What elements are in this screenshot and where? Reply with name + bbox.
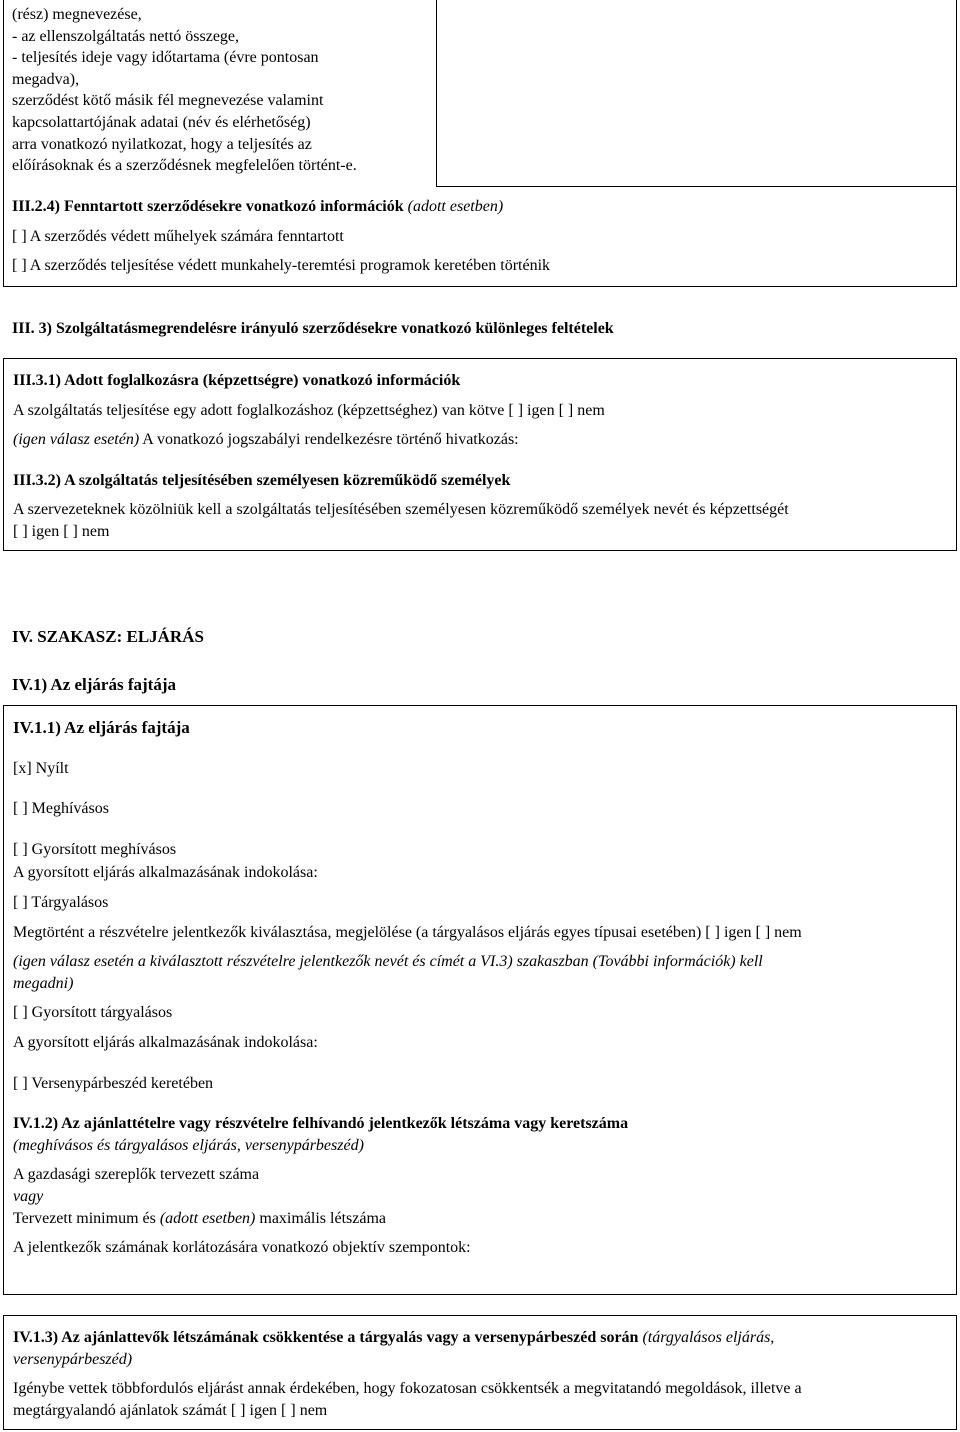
reserved-contracts-section <box>12 196 952 277</box>
option-open: [x] Nyílt <box>13 759 69 777</box>
reserved-option-programs: [ ] A szerződés teljesítése védett munkahely-teremtési programok keretében történik <box>12 257 551 275</box>
section-iii3-title: III. 3) Szolgáltatásmegrendelésre irányuló szerződésekre vonatkozó különleges feltételek <box>12 320 614 337</box>
section-heading: III.2.4) Fenntartott szerződésekre vonatkozó információk (adott esetben) <box>12 198 504 215</box>
option-competitive-dialogue: [ ] Versenypárbeszéd keretében <box>13 1074 214 1092</box>
legal-reference-note: (igen válasz esetén) A vonatkozó jogszabályi rendelkezésre történő hivatkozás: <box>13 431 519 449</box>
detail-line: szerződést kötő másik fél megnevezése valamint <box>12 92 324 110</box>
detail-line: megadva), <box>12 70 80 88</box>
candidates-note-line2: megadni) <box>13 974 74 992</box>
procedure-type-heading: IV.1.1) Az eljárás fajtája <box>13 718 190 737</box>
option-restricted: [ ] Meghívásos <box>13 800 109 818</box>
reduction-box <box>3 1315 957 1430</box>
or-label: vagy <box>13 1187 44 1205</box>
top-box-row-divider <box>436 186 957 187</box>
section-iv1-title: IV.1) Az eljárás fajtája <box>12 675 176 694</box>
accelerated-justification: A gyorsított eljárás alkalmazásának indokolása: <box>13 864 318 882</box>
candidates-selected-question: Megtörtént a részvételre jelentkezők kiválasztása, megjelölése (a tárgyalásos eljárás egyes típusai esetében) [ ] igen [ ] nem <box>13 923 802 941</box>
detail-line: előírásoknak és a szerződésnek megfelelően történt-e. <box>12 157 357 175</box>
contract-details-list <box>12 4 432 177</box>
service-conditions-box <box>3 358 957 551</box>
procedure-type-box <box>3 705 957 1295</box>
profession-heading: III.3.1) Adott foglalkozásra (képzettségre) vonatkozó információk <box>13 372 461 389</box>
option-accelerated-negotiated: [ ] Gyorsított tárgyalásos <box>13 1004 173 1022</box>
detail-line: - teljesítés ideje vagy időtartama (évre pontosan <box>12 49 319 67</box>
detail-line: arra vonatkozó nyilatkozat, hogy a teljesítés az <box>12 135 312 153</box>
limitation-criteria: A jelentkezők számának korlátozására vonatkozó objektív szempontok: <box>13 1239 471 1257</box>
profession-question: A szolgáltatás teljesítése egy adott foglalkozáshoz (képzettséghez) van kötve [ ] igen [ ] nem <box>13 401 605 419</box>
option-accelerated-restricted: [ ] Gyorsított meghívásos <box>13 840 177 858</box>
reduction-body-line2: megtárgyalandó ajánlatok számát [ ] igen [ ] nem <box>13 1401 328 1419</box>
option-negotiated: [ ] Tárgyalásos <box>13 893 109 911</box>
candidate-count-heading: IV.1.2) Az ajánlattételre vagy részvételre felhívandó jelentkezők létszáma vagy keretszáma <box>13 1115 629 1133</box>
candidate-count-scope: (meghívásos és tárgyalásos eljárás, versenypárbeszéd) <box>13 1136 364 1154</box>
accelerated-justification-2: A gyorsított eljárás alkalmazásának indokolása: <box>13 1033 318 1051</box>
reduction-body-line1: Igénybe vettek többfordulós eljárást annak érdekében, hogy fokozatosan csökkentsék a megvitatandó megoldások, illetve a <box>13 1380 802 1398</box>
planned-min-max: Tervezett minimum és (adott esetben) maximális létszáma <box>13 1209 386 1227</box>
personnel-answer: [ ] igen [ ] nem <box>13 522 110 540</box>
reduction-heading: IV.1.3) Az ajánlattevők létszámának csökkentése a tárgyalás vagy a versenypárbeszéd során (tárgyalásos eljárás, <box>13 1329 775 1346</box>
reduction-heading-cont: versenypárbeszéd) <box>13 1350 133 1368</box>
detail-line: kapcsolattartójának adatai (név és elérhetőség) <box>12 113 311 131</box>
top-box-column-divider <box>436 0 437 187</box>
personnel-question: A szervezeteknek közölniük kell a szolgáltatás teljesítésében személyesen közreműködő személyek nevét és képzettségét <box>13 501 789 519</box>
reserved-option-workshops: [ ] A szerződés védett műhelyek számára fenntartott <box>12 227 344 245</box>
detail-line: - az ellenszolgáltatás nettó összege, <box>12 27 240 45</box>
planned-operators: A gazdasági szereplők tervezett száma <box>13 1166 260 1184</box>
detail-line: (rész) megnevezése, <box>12 6 142 23</box>
section-iv-title: IV. SZAKASZ: ELJÁRÁS <box>12 627 204 646</box>
personnel-heading: III.3.2) A szolgáltatás teljesítésében személyesen közreműködő személyek <box>13 471 511 489</box>
candidates-note-line1: (igen válasz esetén a kiválasztott részvételre jelentkezők nevét és címét a VI.3) szakaszban (További információk) kell <box>13 953 763 971</box>
